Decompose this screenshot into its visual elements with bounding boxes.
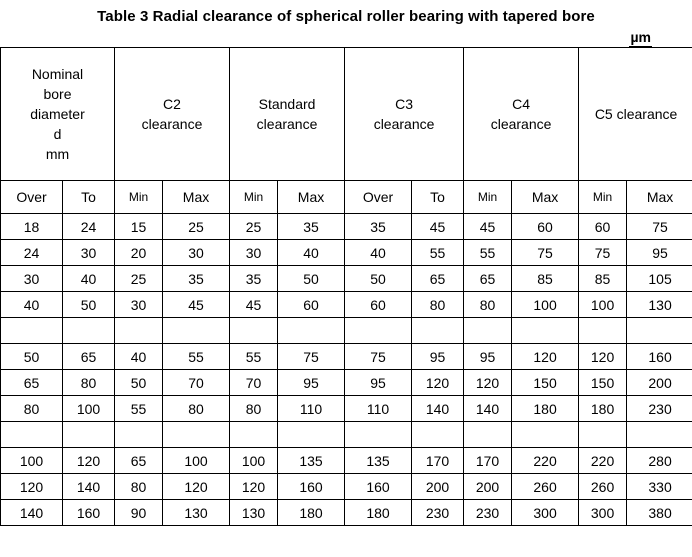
table-cell: 18 — [1, 214, 63, 240]
table-cell: 35 — [345, 214, 412, 240]
table-cell: 180 — [579, 396, 627, 422]
table-cell: 140 — [464, 396, 512, 422]
table-cell: 45 — [412, 214, 464, 240]
table-cell: 30 — [63, 240, 115, 266]
group-c4-line-2: clearance — [490, 116, 552, 132]
table-cell: 40 — [115, 344, 163, 370]
table-cell: 55 — [115, 396, 163, 422]
table-cell: 80 — [63, 370, 115, 396]
table-cell: 160 — [63, 500, 115, 526]
table-cell: 35 — [278, 214, 345, 240]
table-cell: 160 — [278, 474, 345, 500]
table-cell: 170 — [464, 448, 512, 474]
table-cell: 40 — [345, 240, 412, 266]
table-cell: 80 — [1, 396, 63, 422]
table-row — [1, 448, 692, 474]
table-cell: 120 — [464, 370, 512, 396]
table-row — [1, 266, 692, 292]
subheader-over-1: Over — [1, 181, 63, 214]
table-cell: 65 — [412, 266, 464, 292]
table-cell: 40 — [63, 266, 115, 292]
nominal-line-4: d — [53, 126, 62, 142]
table-cell: 105 — [627, 266, 692, 292]
subheader-min-c5: Min — [579, 181, 627, 214]
table-cell: 75 — [627, 214, 692, 240]
group-c4-line-1: C4 — [512, 96, 530, 112]
table-cell: 35 — [163, 266, 230, 292]
table-cell: 100 — [63, 396, 115, 422]
table-cell: 120 — [1, 474, 63, 500]
table-cell: 80 — [230, 396, 278, 422]
table-cell: 65 — [464, 266, 512, 292]
table-cell: 65 — [115, 448, 163, 474]
table-cell: 100 — [230, 448, 278, 474]
table-cell: 120 — [63, 448, 115, 474]
table-cell: 95 — [464, 344, 512, 370]
table-cell: 55 — [230, 344, 278, 370]
table-cell: 95 — [412, 344, 464, 370]
table-cell: 100 — [163, 448, 230, 474]
table-spacer-cell — [412, 318, 464, 344]
header-group-row — [1, 48, 692, 181]
table-cell: 120 — [412, 370, 464, 396]
table-cell: 50 — [1, 344, 63, 370]
group-standard-line-1: Standard — [258, 96, 316, 112]
subheader-min-c2: Min — [115, 181, 163, 214]
table-cell: 130 — [627, 292, 692, 318]
table-spacer-cell — [63, 422, 115, 448]
table-cell: 100 — [512, 292, 579, 318]
table-cell: 100 — [579, 292, 627, 318]
subheader-to-1: To — [63, 181, 115, 214]
table-cell: 60 — [278, 292, 345, 318]
subheader-min-standard: Min — [230, 181, 278, 214]
table-row — [1, 214, 692, 240]
table-cell: 55 — [412, 240, 464, 266]
header-group-c5 — [579, 48, 692, 181]
table-cell: 60 — [579, 214, 627, 240]
table-cell: 220 — [512, 448, 579, 474]
subheader-max-c4: Max — [512, 181, 579, 214]
table-spacer-cell — [63, 318, 115, 344]
table-spacer-cell — [163, 422, 230, 448]
table-spacer-cell — [464, 318, 512, 344]
table-spacer-cell — [512, 318, 579, 344]
table-cell: 55 — [163, 344, 230, 370]
table-cell: 30 — [230, 240, 278, 266]
unit-label: µm — [629, 29, 652, 48]
header-nominal-bore — [1, 48, 115, 181]
table-cell: 180 — [278, 500, 345, 526]
table-cell: 50 — [63, 292, 115, 318]
table-cell: 230 — [412, 500, 464, 526]
subheader-max-standard: Max — [278, 181, 345, 214]
table-spacer-cell — [512, 422, 579, 448]
header-group-standard — [230, 48, 345, 181]
table-cell: 24 — [63, 214, 115, 240]
table-cell: 45 — [230, 292, 278, 318]
table-cell: 100 — [1, 448, 63, 474]
table-cell: 35 — [230, 266, 278, 292]
subheader-to-2: To — [412, 181, 464, 214]
table-spacer-cell — [230, 422, 278, 448]
header-sub-row — [1, 181, 692, 214]
table-cell: 80 — [464, 292, 512, 318]
table-cell: 260 — [579, 474, 627, 500]
table-cell: 230 — [464, 500, 512, 526]
table-spacer-cell — [230, 318, 278, 344]
group-c2-line-1: C2 — [163, 96, 181, 112]
header-group-c4 — [464, 48, 579, 181]
table-cell: 180 — [512, 396, 579, 422]
table-spacer-cell — [278, 422, 345, 448]
table-spacer-cell — [163, 318, 230, 344]
table-cell: 200 — [627, 370, 692, 396]
table-cell: 65 — [63, 344, 115, 370]
table-row — [1, 500, 692, 526]
table-cell: 200 — [412, 474, 464, 500]
table-spacer-cell — [627, 422, 692, 448]
table-cell: 75 — [512, 240, 579, 266]
subheader-max-c5: Max — [627, 181, 692, 214]
table-spacer-cell — [1, 318, 63, 344]
table-cell: 75 — [579, 240, 627, 266]
table-cell: 15 — [115, 214, 163, 240]
group-c5-line-1: C5 clearance — [594, 106, 678, 122]
table-cell: 45 — [163, 292, 230, 318]
table-cell: 140 — [63, 474, 115, 500]
subheader-max-c2: Max — [163, 181, 230, 214]
table-spacer-cell — [278, 318, 345, 344]
table-cell: 120 — [579, 344, 627, 370]
table-cell: 300 — [512, 500, 579, 526]
table-row — [1, 474, 692, 500]
table-cell: 50 — [345, 266, 412, 292]
table-cell: 25 — [115, 266, 163, 292]
table-spacer-cell — [579, 422, 627, 448]
table-cell: 60 — [345, 292, 412, 318]
table-cell: 110 — [278, 396, 345, 422]
nominal-line-5: mm — [45, 146, 70, 162]
header-group-c3 — [345, 48, 464, 181]
table-cell: 75 — [345, 344, 412, 370]
table-cell: 380 — [627, 500, 692, 526]
table-cell: 180 — [345, 500, 412, 526]
group-standard-line-2: clearance — [256, 116, 318, 132]
table-spacer-cell — [412, 422, 464, 448]
table-cell: 60 — [512, 214, 579, 240]
table-cell: 120 — [230, 474, 278, 500]
table-cell: 24 — [1, 240, 63, 266]
table-cell: 95 — [278, 370, 345, 396]
table-cell: 300 — [579, 500, 627, 526]
subheader-min-c4: Min — [464, 181, 512, 214]
table-cell: 80 — [115, 474, 163, 500]
table-spacer-cell — [1, 422, 63, 448]
table-cell: 220 — [579, 448, 627, 474]
table-cell: 95 — [627, 240, 692, 266]
table-spacer-row — [1, 422, 692, 448]
table-cell: 40 — [1, 292, 63, 318]
nominal-line-2: bore — [43, 86, 72, 102]
table-cell: 280 — [627, 448, 692, 474]
table-body — [1, 214, 692, 526]
table-cell: 135 — [345, 448, 412, 474]
page-title: Table 3 Radial clearance of spherical roller bearing with tapered bore — [97, 8, 595, 25]
table-spacer-cell — [579, 318, 627, 344]
table-cell: 130 — [163, 500, 230, 526]
table-cell: 135 — [278, 448, 345, 474]
table-cell: 30 — [1, 266, 63, 292]
table-spacer-cell — [464, 422, 512, 448]
table-cell: 230 — [627, 396, 692, 422]
table-cell: 40 — [278, 240, 345, 266]
table-cell: 170 — [412, 448, 464, 474]
table-cell: 120 — [512, 344, 579, 370]
table-row — [1, 240, 692, 266]
table-cell: 25 — [163, 214, 230, 240]
table-spacer-cell — [345, 318, 412, 344]
table-cell: 95 — [345, 370, 412, 396]
table-cell: 140 — [412, 396, 464, 422]
table-cell: 200 — [464, 474, 512, 500]
table-cell: 140 — [1, 500, 63, 526]
table-cell: 80 — [163, 396, 230, 422]
table-cell: 30 — [163, 240, 230, 266]
table-cell: 150 — [579, 370, 627, 396]
table-cell: 120 — [163, 474, 230, 500]
group-c2-line-2: clearance — [141, 116, 203, 132]
table-cell: 50 — [115, 370, 163, 396]
table-cell: 330 — [627, 474, 692, 500]
table-row — [1, 344, 692, 370]
table-cell: 80 — [412, 292, 464, 318]
table-spacer-cell — [115, 318, 163, 344]
table-spacer-cell — [345, 422, 412, 448]
group-c3-line-2: clearance — [373, 116, 435, 132]
table-cell: 25 — [230, 214, 278, 240]
table-row — [1, 396, 692, 422]
table-cell: 75 — [278, 344, 345, 370]
table-cell: 90 — [115, 500, 163, 526]
table-cell: 150 — [512, 370, 579, 396]
table-cell: 110 — [345, 396, 412, 422]
table-cell: 160 — [345, 474, 412, 500]
table-row — [1, 370, 692, 396]
table-cell: 260 — [512, 474, 579, 500]
nominal-line-1: Nominal — [31, 66, 84, 82]
subheader-over-2: Over — [345, 181, 412, 214]
table-spacer-cell — [627, 318, 692, 344]
nominal-line-3: diameter — [30, 106, 85, 122]
table-spacer-row — [1, 318, 692, 344]
group-c3-line-1: C3 — [395, 96, 413, 112]
table-cell: 45 — [464, 214, 512, 240]
table-cell: 50 — [278, 266, 345, 292]
table-cell: 20 — [115, 240, 163, 266]
table-spacer-cell — [115, 422, 163, 448]
table-row — [1, 292, 692, 318]
table-cell: 65 — [1, 370, 63, 396]
table-cell: 70 — [163, 370, 230, 396]
table-cell: 30 — [115, 292, 163, 318]
header-group-c2 — [115, 48, 230, 181]
table-cell: 70 — [230, 370, 278, 396]
table-cell: 85 — [579, 266, 627, 292]
table-cell: 85 — [512, 266, 579, 292]
table-cell: 160 — [627, 344, 692, 370]
table-cell: 55 — [464, 240, 512, 266]
table-cell: 130 — [230, 500, 278, 526]
radial-clearance-table — [0, 47, 692, 526]
unit-label-row — [0, 27, 692, 47]
